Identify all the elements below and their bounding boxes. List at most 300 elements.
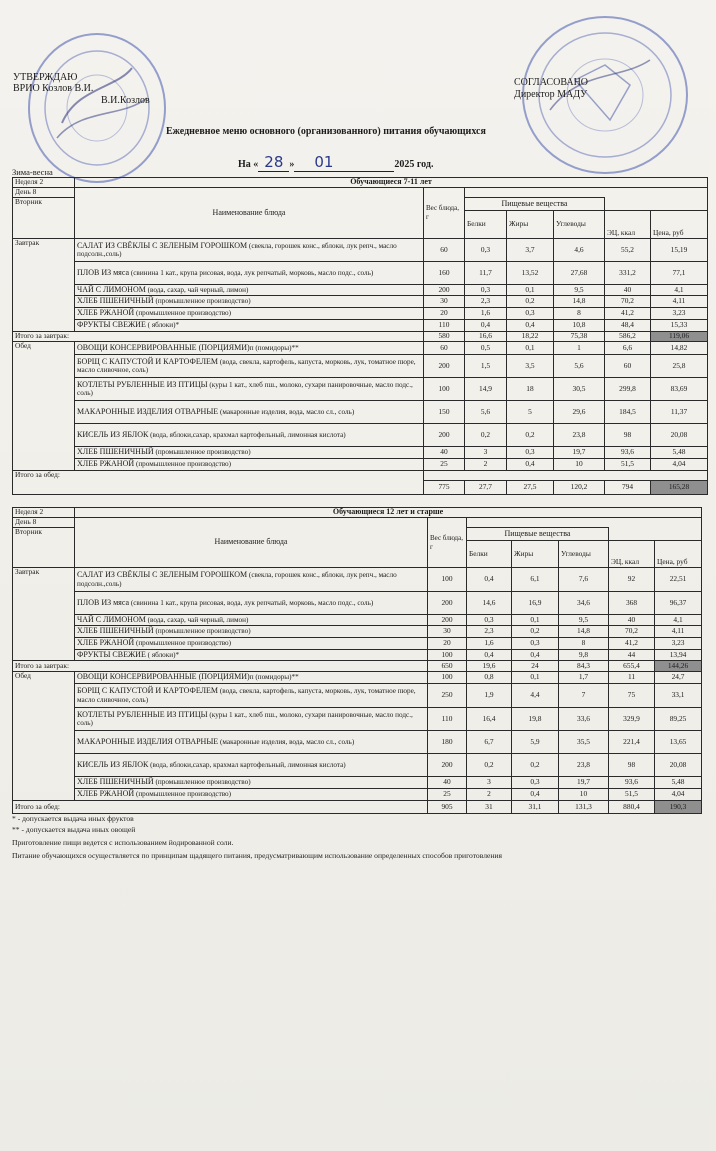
total-label: Итого за завтрак:	[13, 332, 424, 342]
dish-desc: (свекла, горошек конс., яблоки, лук репч., масло подсолн.,соль)	[77, 571, 397, 588]
carbs: 27,68	[554, 262, 605, 285]
table-row	[13, 285, 708, 296]
fat: 0,3	[507, 308, 554, 320]
day-label: День 8	[13, 188, 75, 198]
kcal: 98	[605, 424, 651, 447]
protein: 0,2	[467, 754, 512, 777]
dish-name: ХЛЕБ ПШЕНИЧНЫЙ	[77, 626, 154, 636]
weight: 20	[424, 308, 465, 320]
dish-name: КИСЕЛЬ ИЗ ЯБЛОК	[77, 759, 149, 769]
kcal: 40	[605, 285, 651, 296]
dish-desc: (куры 1 кат., хлеб пш., молоко, сухари панировочные, масло подс., соль)	[77, 380, 413, 397]
price: 25,8	[651, 355, 708, 378]
price: 20,08	[655, 754, 702, 777]
dish-name: САЛАТ ИЗ СВЁКЛЫ С ЗЕЛЕНЫМ ГОРОШКОМ	[77, 570, 248, 580]
dish-desc: (промышленное производство)	[155, 448, 251, 457]
dish-desc: (промышленное производство)	[155, 297, 251, 306]
carbs: 14,8	[554, 296, 605, 308]
approve-signature: В.И.Козлов	[101, 95, 150, 106]
menu-date	[238, 153, 433, 172]
weight: 30	[428, 626, 467, 638]
col-protein: Белки	[465, 211, 507, 239]
protein: 0,3	[465, 239, 507, 262]
fat: 0,2	[507, 296, 554, 308]
dish-name: ЧАЙ С ЛИМОНОМ	[77, 614, 146, 624]
carbs: 10	[559, 789, 609, 801]
kcal: 6,6	[605, 342, 651, 355]
weight: 100	[428, 650, 467, 661]
notes	[12, 813, 502, 861]
dish-cell	[75, 355, 424, 378]
approve-label: УТВЕРЖДАЮ	[13, 72, 78, 83]
protein: 2	[467, 789, 512, 801]
price: 13,65	[655, 731, 702, 754]
menu-table-7-11	[12, 177, 708, 495]
dish-desc: (свекла, горошек конс., яблоки, лук репч., масло подсолн.,соль)	[77, 241, 397, 258]
fat: 16,9	[512, 592, 559, 615]
total-carbs: 75,38	[554, 332, 605, 342]
dish-desc: (макаронные изделия, вода, масло сл., соль)	[219, 407, 355, 416]
fat: 0,2	[512, 626, 559, 638]
fat: 0,4	[507, 320, 554, 332]
price: 13,94	[655, 650, 702, 661]
fat: 5	[507, 401, 554, 424]
group-title: Обучающиеся 7-11 лет	[75, 178, 708, 188]
carbs: 5,6	[554, 355, 605, 378]
kcal: 184,5	[605, 401, 651, 424]
protein: 14,6	[467, 592, 512, 615]
dish-cell	[75, 401, 424, 424]
dish-name: КОТЛЕТЫ РУБЛЕННЫЕ ИЗ ПТИЦЫ	[77, 709, 208, 719]
table-row	[13, 731, 702, 754]
dish-name: ХЛЕБ ПШЕНИЧНЫЙ	[77, 777, 154, 787]
table-row	[13, 308, 708, 320]
price: 5,48	[655, 777, 702, 789]
note-vegetables: ** - допускается выдача иных овощей	[12, 825, 136, 834]
carbs: 34,6	[559, 592, 609, 615]
note-fruits: * - допускается выдача иных фруктов	[12, 814, 134, 823]
dish-desc: п (помидоры)**	[249, 343, 299, 352]
fat: 5,9	[512, 731, 559, 754]
note-iodized-salt: Приготовление пищи ведется с использованием йодированной соли.	[12, 838, 234, 847]
price: 3,23	[655, 638, 702, 650]
dish-cell	[75, 754, 428, 777]
carbs: 30,5	[554, 378, 605, 401]
dish-desc: (промышленное производство)	[155, 778, 251, 787]
table-row	[13, 592, 702, 615]
col-kcal: ЭЦ, ккал	[605, 211, 651, 239]
season-label: Зима-весна	[12, 167, 53, 177]
carbs: 19,7	[554, 447, 605, 459]
weight: 200	[428, 615, 467, 626]
price: 4,1	[655, 615, 702, 626]
fat: 0,1	[512, 615, 559, 626]
price: 15,19	[651, 239, 708, 262]
dish-name: ОВОЩИ КОНСЕРВИРОВАННЫЕ (ПОРЦИЯМИ)	[77, 342, 250, 352]
weight: 160	[424, 262, 465, 285]
total-protein: 27,7	[465, 481, 507, 495]
price: 4,11	[655, 626, 702, 638]
col-fat: Жиры	[512, 541, 559, 568]
price: 4,1	[651, 285, 708, 296]
dish-name: ХЛЕБ РЖАНОЙ	[77, 459, 135, 469]
fat: 0,1	[512, 672, 559, 684]
protein: 1,6	[467, 638, 512, 650]
price: 83,69	[651, 378, 708, 401]
dish-name: КОТЛЕТЫ РУБЛЕННЫЕ ИЗ ПТИЦЫ	[77, 379, 208, 389]
dish-cell	[75, 789, 428, 801]
carbs: 9,8	[559, 650, 609, 661]
dish-name: БОРЩ С КАПУСТОЙ И КАРТОФЕЛЕМ	[77, 686, 219, 696]
dish-desc: (вода, свекла, картофель, капуста, морковь, лук, томатное пюре, масло сливочное, соль)	[77, 687, 416, 704]
col-dish-name: Наименование блюда	[75, 188, 424, 239]
fat: 0,3	[507, 447, 554, 459]
dish-name: ХЛЕБ ПШЕНИЧНЫЙ	[77, 296, 154, 306]
table-row	[13, 615, 702, 626]
date-month: 01	[294, 153, 394, 172]
total-row	[13, 471, 708, 481]
protein: 11,7	[465, 262, 507, 285]
dish-cell	[75, 378, 424, 401]
carbs: 29,6	[554, 401, 605, 424]
group-title: Обучающиеся 12 лет и старше	[75, 508, 702, 518]
carbs: 23,8	[559, 754, 609, 777]
table-row	[13, 296, 708, 308]
dish-desc: (свинина 1 кат., крупа рисовая, вода, лук репчатый, морковь, масло подс., соль)	[130, 268, 374, 277]
col-kcal: ЭЦ, ккал	[609, 541, 655, 568]
dish-desc: (вода, сахар, чай черный, лимон)	[147, 615, 249, 624]
col-dish-name: Наименование блюда	[75, 518, 428, 568]
dish-desc: п (помидоры)**	[249, 673, 299, 682]
total-fat: 31,1	[512, 801, 559, 814]
weekday-label: Вторник	[13, 528, 75, 568]
weight: 110	[424, 320, 465, 332]
col-weight: Вес блюда, г	[428, 518, 467, 568]
agree-line: Директор МАДУ	[514, 89, 588, 100]
kcal: 93,6	[609, 777, 655, 789]
price: 33,1	[655, 684, 702, 708]
dish-cell	[75, 650, 428, 661]
fat: 0,4	[512, 650, 559, 661]
fat: 0,2	[512, 754, 559, 777]
col-price: Цена, руб	[651, 211, 708, 239]
kcal: 44	[609, 650, 655, 661]
weight: 110	[428, 708, 467, 731]
total-kcal: 794	[605, 481, 651, 495]
carbs: 19,7	[559, 777, 609, 789]
price: 14,82	[651, 342, 708, 355]
fat: 0,3	[512, 777, 559, 789]
dish-name: ХЛЕБ РЖАНОЙ	[77, 638, 135, 648]
dish-name: САЛАТ ИЗ СВЁКЛЫ С ЗЕЛЕНЫМ ГОРОШКОМ	[77, 240, 248, 250]
protein: 1,9	[467, 684, 512, 708]
weight: 100	[424, 378, 465, 401]
price: 4,04	[655, 789, 702, 801]
dish-cell	[75, 285, 424, 296]
approve-line: ВРИО Козлов В.И.	[13, 83, 94, 94]
dish-cell	[75, 239, 424, 262]
col-weight: Вес блюда, г	[424, 188, 465, 239]
total-price: 190,3	[655, 801, 702, 814]
total-weight: 775	[424, 481, 465, 495]
dish-name: ПЛОВ ИЗ мяса	[77, 597, 130, 607]
weight: 150	[424, 401, 465, 424]
carbs: 9,5	[554, 285, 605, 296]
fat: 3,5	[507, 355, 554, 378]
price: 4,04	[651, 459, 708, 471]
agree-label: СОГЛАСОВАНО	[514, 77, 589, 88]
total-row	[13, 332, 708, 342]
dish-name: ХЛЕБ ПШЕНИЧНЫЙ	[77, 447, 154, 457]
fat: 18	[507, 378, 554, 401]
date-mid: »	[289, 159, 295, 170]
dish-name: ХЛЕБ РЖАНОЙ	[77, 308, 135, 318]
dish-desc: (макаронные изделия, вода, масло сл., соль)	[219, 737, 355, 746]
col-nutrients: Пищевые вещества	[465, 198, 605, 211]
kcal: 98	[609, 754, 655, 777]
kcal: 75	[609, 684, 655, 708]
price: 24,7	[655, 672, 702, 684]
price: 4,11	[651, 296, 708, 308]
dish-name: КИСЕЛЬ ИЗ ЯБЛОК	[77, 429, 149, 439]
carbs: 9,5	[559, 615, 609, 626]
kcal: 55,2	[605, 239, 651, 262]
dish-cell	[75, 262, 424, 285]
table-row	[13, 355, 708, 378]
meal-label: Обед	[13, 672, 75, 801]
dish-cell	[75, 777, 428, 789]
fat: 0,4	[507, 459, 554, 471]
total-row	[13, 801, 702, 814]
protein: 0,4	[465, 320, 507, 332]
kcal: 60	[605, 355, 651, 378]
dish-cell	[75, 626, 428, 638]
protein: 0,4	[467, 568, 512, 592]
total-protein: 19,6	[467, 661, 512, 672]
total-fat: 24	[512, 661, 559, 672]
carbs: 23,8	[554, 424, 605, 447]
table-row	[13, 684, 702, 708]
carbs: 8	[559, 638, 609, 650]
total-fat: 27,5	[507, 481, 554, 495]
price: 22,51	[655, 568, 702, 592]
weight: 100	[428, 672, 467, 684]
dish-name: ОВОЩИ КОНСЕРВИРОВАННЫЕ (ПОРЦИЯМИ)	[77, 672, 250, 682]
price: 20,08	[651, 424, 708, 447]
protein: 6,7	[467, 731, 512, 754]
kcal: 70,2	[605, 296, 651, 308]
dish-cell	[75, 731, 428, 754]
col-carbs: Углеводы	[554, 211, 605, 239]
dish-name: ЧАЙ С ЛИМОНОМ	[77, 284, 146, 294]
dish-name: ХЛЕБ РЖАНОЙ	[77, 789, 135, 799]
protein: 5,6	[465, 401, 507, 424]
total-weight: 580	[424, 332, 465, 342]
total-kcal: 586,2	[605, 332, 651, 342]
dish-cell	[75, 447, 424, 459]
date-year: 2025 год.	[394, 159, 434, 170]
dish-desc: (вода, сахар, чай черный, лимон)	[147, 285, 249, 294]
weight: 40	[424, 447, 465, 459]
dish-name: БОРЩ С КАПУСТОЙ И КАРТОФЕЛЕМ	[77, 356, 219, 366]
week-label: Неделя 2	[13, 508, 75, 518]
date-prefix: На «	[238, 159, 259, 170]
fat: 0,1	[507, 285, 554, 296]
carbs: 4,6	[554, 239, 605, 262]
weight: 200	[428, 754, 467, 777]
dish-name: МАКАРОННЫЕ ИЗДЕЛИЯ ОТВАРНЫЕ	[77, 736, 219, 746]
table-row	[13, 789, 702, 801]
table-row	[13, 777, 702, 789]
fat: 0,4	[512, 789, 559, 801]
carbs: 7	[559, 684, 609, 708]
meal-label: Завтрак	[13, 568, 75, 661]
table-row	[13, 424, 708, 447]
carbs: 35,5	[559, 731, 609, 754]
dish-cell	[75, 296, 424, 308]
weekday-label: Вторник	[13, 198, 75, 239]
kcal: 299,8	[605, 378, 651, 401]
total-kcal: 880,4	[609, 801, 655, 814]
table-row	[13, 708, 702, 731]
table-row	[13, 754, 702, 777]
dish-desc: (промышленное производство)	[155, 627, 251, 636]
dish-desc: (куры 1 кат., хлеб пш., молоко, сухари панировочные, масло подс., соль)	[77, 710, 413, 727]
protein: 0,8	[467, 672, 512, 684]
date-day: 28	[258, 153, 289, 172]
protein: 1,5	[465, 355, 507, 378]
protein: 0,3	[467, 615, 512, 626]
kcal: 93,6	[605, 447, 651, 459]
dish-cell	[75, 684, 428, 708]
dish-desc: (вода, яблоки,сахар, крахмал картофельный, лимонная кислота)	[150, 430, 346, 439]
total-carbs: 131,3	[559, 801, 609, 814]
price: 11,37	[651, 401, 708, 424]
kcal: 331,2	[605, 262, 651, 285]
protein: 2,3	[465, 296, 507, 308]
kcal: 48,4	[605, 320, 651, 332]
kcal: 70,2	[609, 626, 655, 638]
total-price: 165,28	[651, 481, 708, 495]
menu-table-12-plus	[12, 507, 702, 814]
kcal: 11	[609, 672, 655, 684]
table-row	[13, 447, 708, 459]
table-row	[13, 401, 708, 424]
table-row	[13, 342, 708, 355]
total-protein: 16,6	[465, 332, 507, 342]
dish-name: ФРУКТЫ СВЕЖИЕ	[77, 649, 146, 659]
fat: 13,52	[507, 262, 554, 285]
dish-desc: (свинина 1 кат., крупа рисовая, вода, лук репчатый, морковь, масло подс., соль)	[130, 598, 374, 607]
dish-cell	[75, 424, 424, 447]
protein: 2,3	[467, 626, 512, 638]
carbs: 14,8	[559, 626, 609, 638]
weight: 200	[424, 424, 465, 447]
kcal: 92	[609, 568, 655, 592]
dish-name: ПЛОВ ИЗ мяса	[77, 267, 130, 277]
dish-cell	[75, 320, 424, 332]
price: 77,1	[651, 262, 708, 285]
dish-desc: (вода, яблоки,сахар, крахмал картофельный, лимонная кислота)	[150, 760, 346, 769]
table-row	[13, 650, 702, 661]
col-protein: Белки	[467, 541, 512, 568]
total-carbs: 120,2	[554, 481, 605, 495]
col-price: Цена, руб	[655, 541, 702, 568]
dish-desc: ( яблоки)*	[147, 321, 180, 330]
weight: 60	[424, 239, 465, 262]
fat: 0,2	[507, 424, 554, 447]
col-nutrients: Пищевые вещества	[467, 528, 609, 541]
weight: 200	[424, 355, 465, 378]
meal-label: Обед	[13, 342, 75, 471]
dish-desc: (промышленное производство)	[135, 460, 232, 469]
total-label: Итого за завтрак:	[13, 661, 428, 672]
protein: 14,9	[465, 378, 507, 401]
total-kcal: 655,4	[609, 661, 655, 672]
dish-cell	[75, 459, 424, 471]
protein: 3	[467, 777, 512, 789]
weight: 180	[428, 731, 467, 754]
total-protein: 31	[467, 801, 512, 814]
weight: 40	[428, 777, 467, 789]
dish-cell	[75, 592, 428, 615]
price: 96,37	[655, 592, 702, 615]
dish-cell	[75, 638, 428, 650]
col-carbs: Углеводы	[559, 541, 609, 568]
weight: 20	[428, 638, 467, 650]
carbs: 1,7	[559, 672, 609, 684]
dish-desc: (вода, свекла, картофель, капуста, морковь, лук, томатное пюре, масло сливочное, соль)	[77, 357, 416, 374]
weight: 25	[424, 459, 465, 471]
carbs: 10,8	[554, 320, 605, 332]
dish-cell	[75, 672, 428, 684]
weight: 200	[428, 592, 467, 615]
col-fat: Жиры	[507, 211, 554, 239]
weight: 25	[428, 789, 467, 801]
protein: 2	[465, 459, 507, 471]
kcal: 221,4	[609, 731, 655, 754]
fat: 19,8	[512, 708, 559, 731]
weight: 60	[424, 342, 465, 355]
weight: 200	[424, 285, 465, 296]
week-label: Неделя 2	[13, 178, 75, 188]
dish-desc: (промышленное производство)	[135, 309, 232, 318]
kcal: 41,2	[605, 308, 651, 320]
table-row	[13, 459, 708, 471]
protein: 1,6	[465, 308, 507, 320]
total-weight: 650	[428, 661, 467, 672]
dish-cell	[75, 342, 424, 355]
kcal: 40	[609, 615, 655, 626]
protein: 0,4	[467, 650, 512, 661]
fat: 4,4	[512, 684, 559, 708]
table-row	[13, 378, 708, 401]
carbs: 7,6	[559, 568, 609, 592]
protein: 0,2	[465, 424, 507, 447]
day-label: День 8	[13, 518, 75, 528]
dish-name: МАКАРОННЫЕ ИЗДЕЛИЯ ОТВАРНЫЕ	[77, 406, 219, 416]
document-title: Ежедневное меню основного (организованного) питания обучающихся	[166, 126, 486, 137]
price: 5,48	[651, 447, 708, 459]
dish-name: ФРУКТЫ СВЕЖИЕ	[77, 320, 146, 330]
dish-cell	[75, 708, 428, 731]
fat: 6,1	[512, 568, 559, 592]
dish-cell	[75, 568, 428, 592]
dish-cell	[75, 615, 428, 626]
protein: 0,5	[465, 342, 507, 355]
carbs: 8	[554, 308, 605, 320]
table-row	[13, 638, 702, 650]
